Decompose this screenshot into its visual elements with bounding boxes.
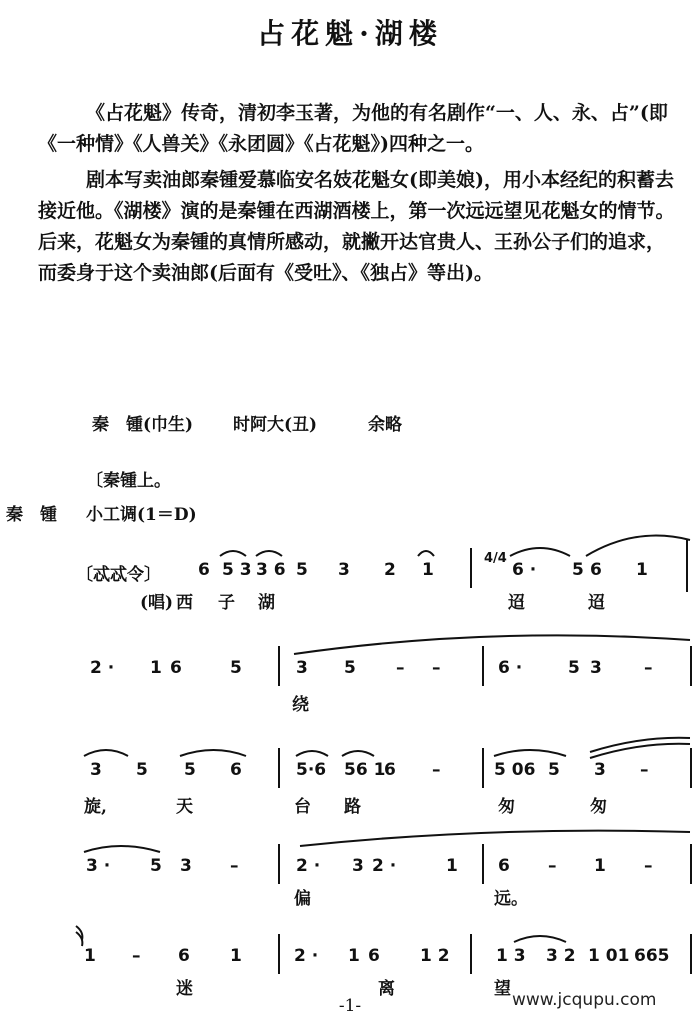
lyric: 天 [176,797,193,817]
note: 5 [150,856,162,876]
note: 5 [136,760,148,780]
page-number: -1- [338,996,362,1016]
lyric: 离 [378,979,395,999]
note: 1 [84,946,96,966]
intro-paragraph-2: 剧本写卖油郎秦锺爱慕临安名妓花魁女(即美娘)，用小本经纪的积蓄去接近他。《湖楼》演的是秦锺在西湖酒楼上，第一次远远望见花魁女的情节。后来，花魁女为秦锺的真情所感动，就撇开达官贵人、王孙公子们的追求，而委身于这个卖油郎(后面有《受吐》、《独占》等出)。 [38,169,675,284]
note: 1 [636,560,648,580]
lyric: 路 [344,797,361,817]
note: – [132,946,141,966]
note: 2 · [90,658,115,678]
lyric: 西 [176,593,193,613]
note: 6 [178,946,190,966]
note: 3 [296,658,308,678]
lyric: 偏 [294,889,311,909]
note: 1 [422,560,434,580]
lyric: 旋, [84,797,107,817]
note: – [548,856,557,876]
note: 5 [296,560,308,580]
note: 5 [230,658,242,678]
note: 3 [590,658,602,678]
note: 6 · [512,560,537,580]
lyric: 迢 [508,593,525,613]
stage-direction: 〔秦锺上。 [86,471,171,491]
note: 3 [338,560,350,580]
note: 6 [498,856,510,876]
note: 5 3 [222,560,252,580]
note: 56 1 [344,760,386,780]
intro-paragraph-1: 《占花魁》传奇，清初李玉著，为他的有名剧作“一、人、永、占”(即《一种情》《人兽关》《永团圆》《占花魁》)四种之一。 [38,102,668,155]
time-signature: 4/4 [484,551,507,566]
note: – [432,658,441,678]
lyric: 湖 [258,593,275,613]
note: 2 · [296,856,321,876]
singer-name: 秦 锺 [6,505,57,525]
note: – [396,658,405,678]
note: 6 [170,658,182,678]
note: 6 [368,946,380,966]
note: 1 01 [588,946,630,966]
note: – [644,658,653,678]
cast-role-1: 秦 锺(巾生) [92,415,194,435]
note: 5 [548,760,560,780]
note: 5·6 [296,760,327,780]
note: 6 · [498,658,523,678]
note: 1 2 [420,946,450,966]
note: 1 [446,856,458,876]
note: 3 [90,760,102,780]
page-title: 占花魁·湖楼 [257,17,443,50]
lyric: 望 [494,979,511,999]
cast-rest: 余略 [368,415,402,435]
note: 6 [198,560,210,580]
note: – [644,856,653,876]
cast-role-2: 时阿大(丑) [233,415,318,435]
lyric: 子 [218,593,235,613]
key-signature: 小工调(1＝D) [86,505,197,525]
lyric: 迷 [176,979,193,999]
note: 3 6 [256,560,286,580]
note: 6 [384,760,396,780]
note: 1 [230,946,242,966]
note: 2 · [372,856,397,876]
note: 3 [594,760,606,780]
note: 2 · [294,946,319,966]
note: 665 [634,946,670,966]
tune-name: 〔忒忒令〕 [76,565,161,585]
note: 5 [568,658,580,678]
note: 2 [384,560,396,580]
lyric: 匆 [498,797,515,817]
note: 5 [344,658,356,678]
note: 3 [180,856,192,876]
lyric: 迢 [588,593,605,613]
lyric: 绕 [292,695,309,715]
note: 3 [352,856,364,876]
lyric: 远。 [494,889,528,909]
note: 1 3 [496,946,526,966]
note: 5 06 [494,760,536,780]
sing-mark: (唱) [140,593,174,613]
note: – [640,760,649,780]
note: 1 [150,658,162,678]
note: 6 [230,760,242,780]
note: 5 [572,560,584,580]
lyric: 匆 [590,797,607,817]
note: 3 2 [546,946,576,966]
note: 5 [184,760,196,780]
note: 3 · [86,856,111,876]
note: – [432,760,441,780]
note: 1 [594,856,606,876]
watermark: www.jcqupu.com [512,990,657,1010]
note: 1 [348,946,360,966]
note: 6 [590,560,602,580]
lyric: 台 [294,797,311,817]
note: – [230,856,239,876]
